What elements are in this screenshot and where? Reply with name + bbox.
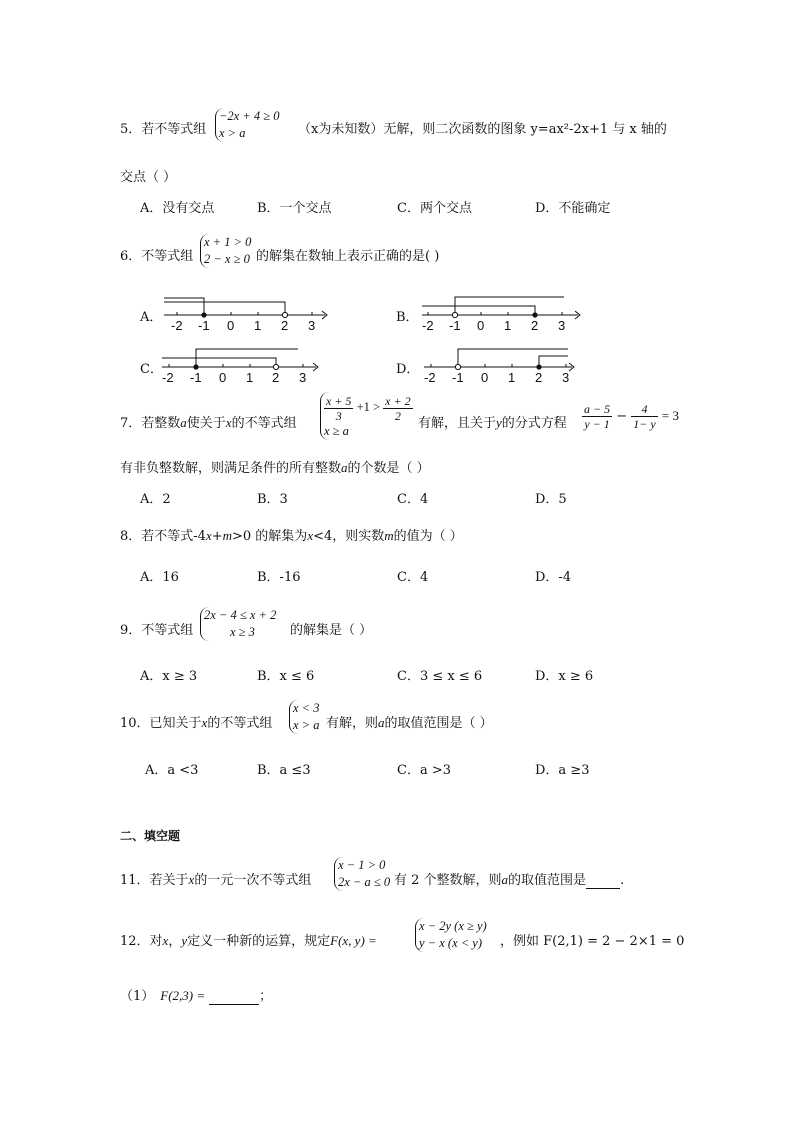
q6a-point-filled	[201, 312, 206, 317]
q9-inequality-system	[200, 607, 276, 641]
q7-ineq-line2: x ≥ a	[324, 423, 349, 438]
svg-text:-1: -1	[449, 318, 461, 333]
q7-text-line2: 有非负整数解，则满足条件的所有整数a的个数是（ ）	[120, 460, 430, 476]
q10-text: 10．已知关于x的不等式组	[120, 715, 273, 731]
q9-ineq-line2: x ≥ 3	[230, 625, 255, 639]
q10-ineq-line2: x > a	[293, 718, 320, 732]
q6-numberline-a	[160, 290, 335, 335]
svg-text:3: 3	[299, 370, 307, 385]
q5-inequality-system	[215, 108, 280, 142]
svg-text:-2: -2	[162, 370, 174, 385]
q7-frac2: $\frac{x + 2}{2}$	[385, 393, 411, 423]
svg-text:-1: -1	[452, 370, 464, 385]
q11-ineq-line1: x − 1 > 0	[338, 858, 386, 872]
q6-label-d: D．	[396, 362, 420, 377]
q5-option-b: B．一个交点	[257, 201, 332, 216]
q7-text-line: 7．若整数a使关于x的不等式组	[120, 415, 297, 431]
q7-option-b: B．3	[257, 492, 288, 507]
q10-option-c: C．a >3	[397, 763, 451, 778]
q5-ineq-line2: x > a	[219, 126, 246, 140]
q6-label-b: B．	[396, 310, 419, 325]
svg-text:0: 0	[481, 370, 489, 385]
svg-text:-2: -2	[171, 318, 183, 333]
q6-numberline-c	[158, 342, 328, 387]
q11-ineq-line2: 2x − a ≤ 0	[338, 875, 391, 889]
q11-text-cont: 有 2 个整数解，则a的取值范围是 .	[394, 872, 625, 888]
svg-text:-2: -2	[422, 318, 434, 333]
svg-text:2: 2	[535, 370, 543, 385]
q7-option-d: D．5	[535, 492, 567, 507]
q7-frac1: $\frac{x + 5}{3}$	[326, 393, 352, 423]
q6-ineq-line1: x + 1 > 0	[204, 235, 252, 249]
q6-text: 的解集在数轴上表示正确的是( )	[256, 249, 440, 264]
q9-option-d: D．x ≥ 6	[535, 669, 594, 684]
q6-numberline-d	[420, 342, 580, 387]
q9-number: 9．不等式组	[120, 623, 194, 638]
svg-text:3: 3	[308, 318, 316, 333]
svg-text:0: 0	[227, 318, 235, 333]
svg-text:-1: -1	[190, 370, 202, 385]
svg-text:-1: -1	[198, 318, 210, 333]
svg-text:1: 1	[246, 370, 254, 385]
q6-label-c: C．	[140, 362, 163, 377]
q12-case2: y − x (x < y)	[419, 936, 483, 950]
q6-inequality-system	[200, 234, 251, 268]
q10-option-d: D．a ≥3	[535, 763, 590, 778]
svg-text:0: 0	[219, 370, 227, 385]
q9-ineq-line1: 2x − 4 ≤ x + 2	[204, 608, 277, 622]
q9-option-c: C．3 ≤ x ≤ 6	[397, 669, 483, 684]
q5-option-c: C．两个交点	[397, 201, 472, 216]
q8-option-c: C．4	[397, 570, 429, 585]
q7-inequality-system: $\frac{x + 5}{3}$ +1 > $\frac{x + 2}{2}$ x ≥ a	[320, 392, 413, 440]
q10-option-b: B．a ≤3	[257, 763, 311, 778]
svg-text:2: 2	[531, 318, 539, 333]
svg-text:-2: -2	[424, 370, 436, 385]
q5-number: 5．若不等式组	[120, 122, 207, 137]
q8-text: 8．若不等式-4x+m>0 的解集为x<4，则实数m的值为（ ）	[120, 528, 463, 544]
svg-text:1: 1	[254, 318, 262, 333]
q12-example: ，例如 F(2,1) = 2 − 2×1 = 0	[500, 934, 685, 949]
q7-fraction-equation: $\frac{a - 5}{y - 1}$ − $\frac{4}{1- y}$ = 3	[584, 402, 679, 431]
svg-text:0: 0	[477, 318, 485, 333]
q6-label-a: A．	[140, 310, 163, 325]
svg-text:2: 2	[281, 318, 289, 333]
q8-option-d: D．-4	[535, 570, 572, 585]
q7-text-cont: 有解，且关于y的分式方程	[418, 415, 567, 431]
q5-option-d: D．不能确定	[535, 201, 611, 216]
svg-text:1: 1	[508, 370, 516, 385]
svg-text:1: 1	[504, 318, 512, 333]
svg-text:2: 2	[272, 370, 280, 385]
q6-ineq-line2: 2 − x ≥ 0	[204, 252, 250, 266]
q9-text: 的解集是（ ）	[290, 623, 373, 638]
q5-ineq-line1: −2x + 4 ≥ 0	[219, 109, 280, 123]
q10-ineq-line1: x < 3	[293, 701, 320, 715]
svg-text:3: 3	[558, 318, 566, 333]
q9-option-b: B．x ≤ 6	[257, 669, 315, 684]
q12-case1: x − 2y (x ≥ y)	[419, 919, 487, 933]
q7-option-c: C．4	[397, 492, 429, 507]
q9-option-a: A．x ≥ 3	[140, 669, 198, 684]
q8-option-a: A．16	[140, 570, 179, 585]
q10-option-a: A．a <3	[145, 763, 199, 778]
q12-sub1: （1） F(2,3) = ；	[120, 988, 273, 1004]
q5-option-a: A．没有交点	[140, 201, 215, 216]
q6a-point-open	[282, 312, 287, 317]
q5-text: （x为未知数）无解，则二次函数的图象 y=ax²-2x+1 与 x 轴的	[298, 122, 667, 137]
svg-text:3: 3	[562, 370, 570, 385]
q8-option-b: B．-16	[257, 570, 301, 585]
section-heading-fill-in: 二、填空题	[120, 829, 181, 843]
q10-inequality-system	[289, 700, 319, 734]
q7-option-a: A．2	[140, 492, 171, 507]
q11-inequality-system	[334, 857, 390, 891]
q12-text: 12．对x，y定义一种新的运算，规定F(x, y) =	[120, 933, 377, 949]
q6-number: 6．不等式组	[120, 249, 194, 264]
q12-sub1-answer-blank[interactable]	[209, 989, 259, 1005]
q5-text-cont: 交点（ ）	[120, 170, 177, 185]
q10-text-cont: 有解，则a的取值范围是（ ）	[326, 715, 493, 731]
q11-answer-blank[interactable]	[586, 873, 620, 889]
q12-piecewise-definition	[415, 918, 487, 952]
q11-text: 11．若关于x的一元一次不等式组	[120, 872, 312, 888]
q6-numberline-b	[418, 290, 588, 335]
